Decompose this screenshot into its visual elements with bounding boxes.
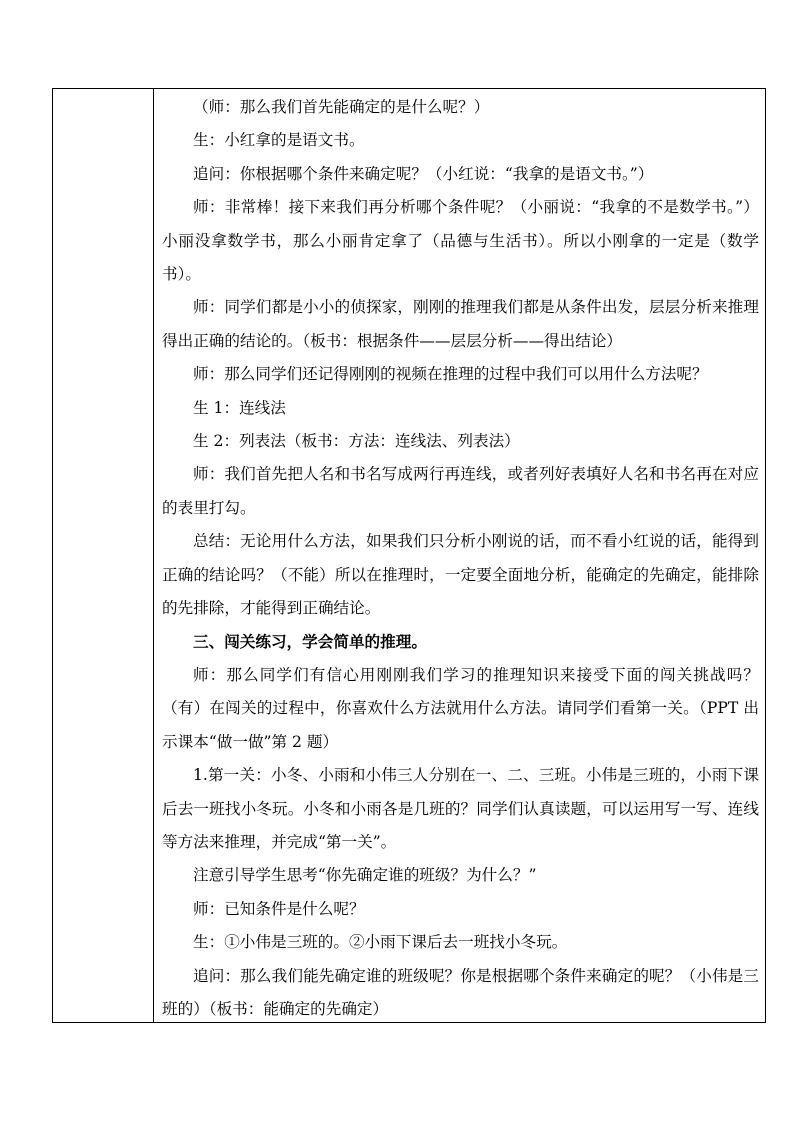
paragraph: 师：已知条件是什么呢？ xyxy=(193,899,365,918)
paragraph: 师：那么同学们有信心用刚刚我们学习的推理知识来接受下面的闯关挑战吗？（有）在闯关的过程中，你喜欢什么方法就用什么方法。请同学们看第一关。（PPT 出示课本“做一做”第 2 题） xyxy=(162,665,759,751)
table-right-column xyxy=(154,89,765,1022)
lesson-content xyxy=(162,91,759,1026)
paragraph: 追问：那么我们能先确定谁的班级呢？你是根据哪个条件来确定的呢？（小伟是三班的）（板书：能确定的先确定） xyxy=(162,966,759,1018)
paragraph: 生：小红拿的是语文书。 xyxy=(193,131,365,150)
paragraph: 追问：你根据哪个条件来确定呢？（小红说：“我拿的是语文书。”） xyxy=(193,164,654,183)
paragraph: 1.第一关：小冬、小雨和小伟三人分别在一、二、三班。小伟是三班的，小雨下课后去一班找小冬玩。小冬和小雨各是几班的？同学们认真读题，可以运用写一写、连线等方法来推理，并完成“第一关”。 xyxy=(162,766,759,851)
paragraph: （师：那么我们首先能确定的是什么呢？） xyxy=(193,98,490,116)
paragraph: 生 2：列表法（板书：方法：连线法、列表法） xyxy=(193,432,520,451)
paragraph: 师：同学们都是小小的侦探家，刚刚的推理我们都是从条件出发，层层分析来推理得出正确的结论的。（板书：根据条件——层层分析——得出结论） xyxy=(162,298,759,350)
paragraph: 生 1：连线法 xyxy=(193,398,286,417)
paragraph: 师：那么同学们还记得刚刚的视频在推理的过程中我们可以用什么方法呢？ xyxy=(193,365,708,384)
paragraph: 注意引导学生思考“你先确定谁的班级？为什么？” xyxy=(193,866,537,885)
section-heading: 三、闯关练习，学会简单的推理。 xyxy=(193,632,427,651)
lesson-table xyxy=(52,88,766,1023)
paragraph: 总结：无论用什么方法，如果我们只分析小刚说的话，而不看小红说的话，能得到正确的结论吗？（不能）所以在推理时，一定要全面地分析，能确定的先确定，能排除的先排除，才能得到正确结论。 xyxy=(162,532,759,618)
table-left-column xyxy=(53,89,154,1022)
paragraph: 师：我们首先把人名和书名写成两行再连线，或者列好表填好人名和书名再在对应的表里打勾。 xyxy=(162,465,759,517)
paragraph: 师：非常棒！接下来我们再分析哪个条件呢？（小丽说：“我拿的不是数学书。”）小丽没拿数学书，那么小丽肯定拿了（品德与生活书）。所以小刚拿的一定是（数学书）。 xyxy=(162,198,759,284)
paragraph: 生：①小伟是三班的。②小雨下课后去一班找小冬玩。 xyxy=(193,933,568,952)
